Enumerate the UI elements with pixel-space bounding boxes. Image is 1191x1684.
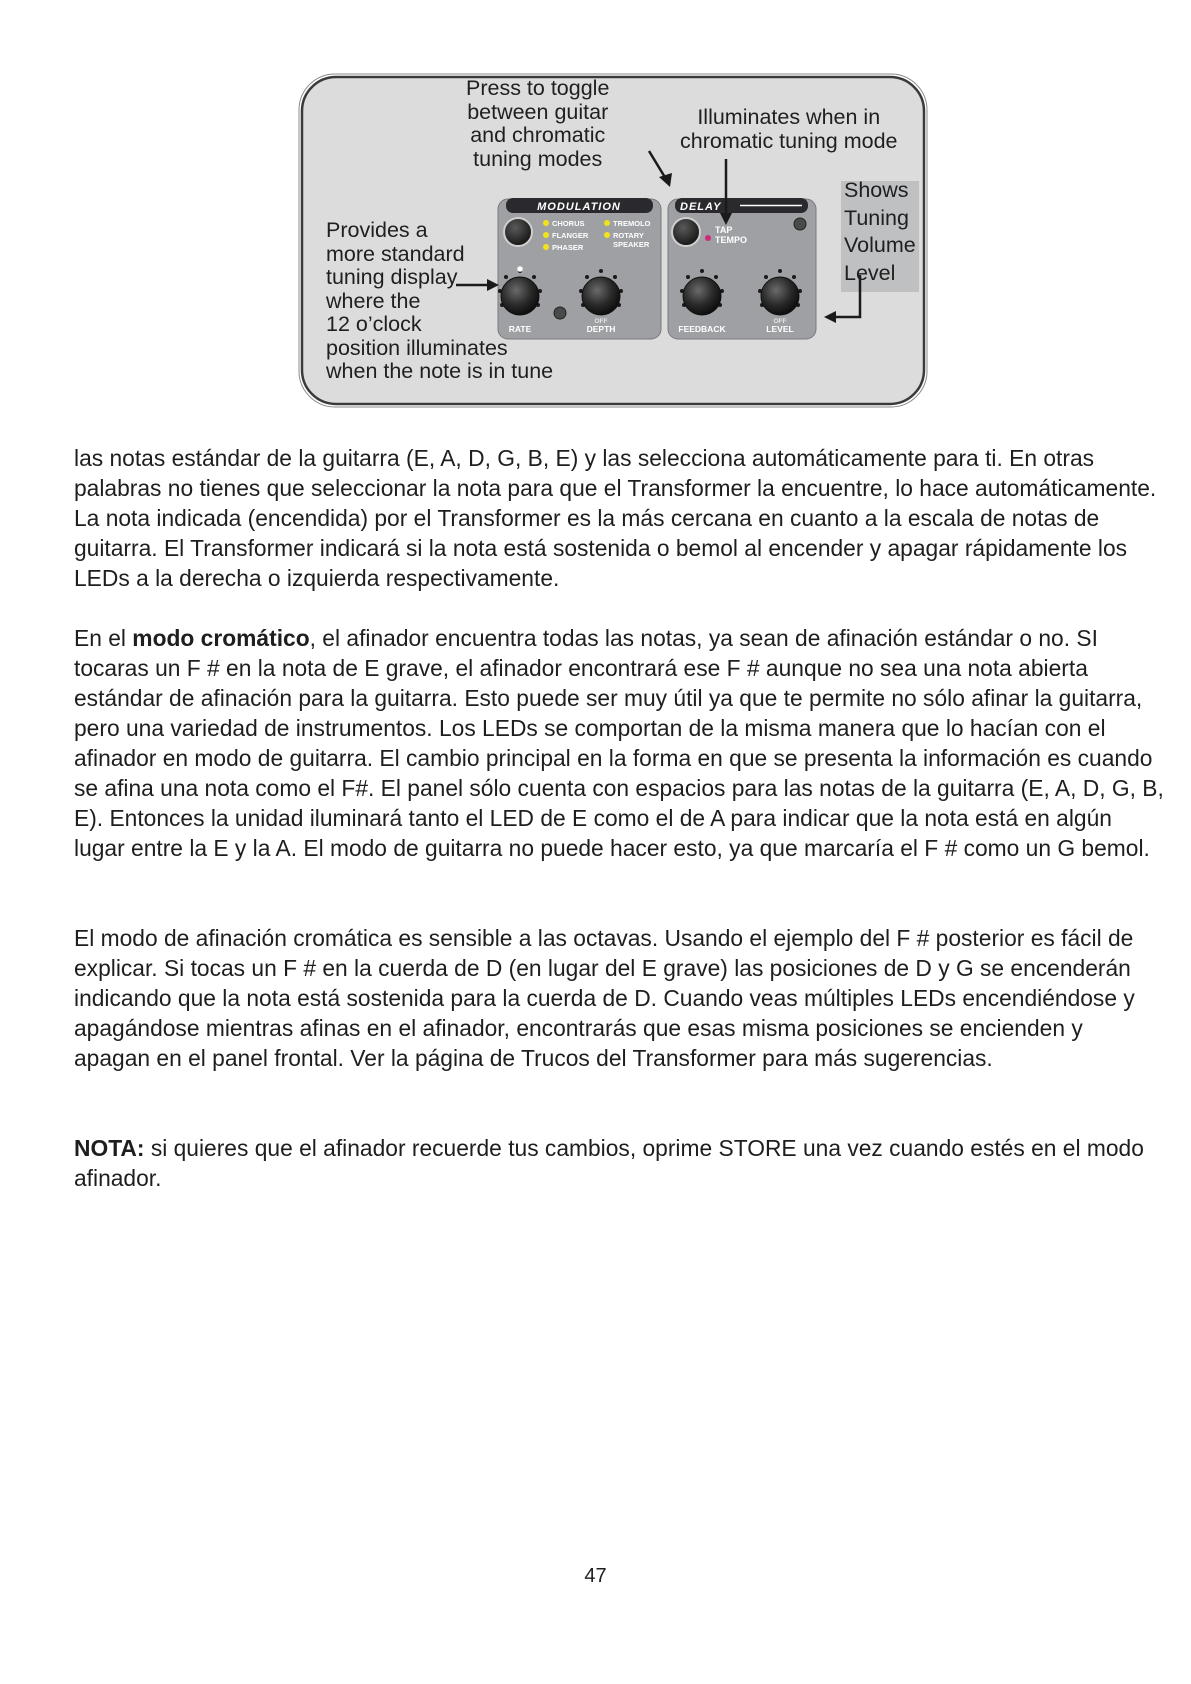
opt-flanger: FLANGER xyxy=(552,231,589,240)
depth-off-label: OFF xyxy=(594,318,608,325)
knob-label-depth: DEPTH xyxy=(586,324,616,334)
level-off-label: OFF xyxy=(773,318,787,325)
note-label: NOTA: xyxy=(74,1135,145,1161)
level-knob xyxy=(761,277,799,315)
knob-label-rate: RATE xyxy=(508,324,532,334)
opt-speaker: SPEAKER xyxy=(613,240,650,249)
opt-chorus: CHORUS xyxy=(552,219,585,228)
p2-bold-term: modo cromático xyxy=(132,625,310,651)
callout-provides: Provides a more standard tuning display where the 12 o’clock position illuminates when the note is in tune xyxy=(326,218,554,383)
paragraph-1: las notas estándar de la guitarra (E, A, D, G, B, E) y las selecciona automáticamente para ti. En otras palabras no tienes que seleccionar la nota para que el Transformer la encuentre, lo hace automáticamente. La nota indicada (encendida) por el Transformer es la más cercana en cuanto a la escala de notas de guitarra. El Transformer indicará si la nota está sostenida o bemol al encender y apagar rápidamente los LEDs a la derecha o izquierda respectivamente. xyxy=(74,445,1157,591)
modulation-title: MODULATION xyxy=(537,201,621,213)
p2-rest: , el afinador encuentra todas las notas, ya sean de afinación estándar o no. SI tocaras un F # en la nota de E grave, el afinador encontrará ese F # aunque no sea una nota abierta estándar de afinación para la guitarra. Esto puede ser muy útil ya que te permite no sólo afinar la guitarra, pero una variedad de instrumentos. Los LEDs se comportan de la misma manera que lo hacían con el afinador en modo de guitarra. El cambio principal en la forma en que se presenta la información es cuando se afina una nota como el F#. El panel sólo cuenta con espacios para las notas de la guitarra (E, A, D, G, B, E). Entonces la unidad iluminará tanto el LED de E como el de A para indicar que la nota está en algún lugar entre la E y la A. El modo de guitarra no puede hacer esto, ya que marcaría el F # como un G bemol. xyxy=(74,625,1164,861)
tap-label: TAP xyxy=(715,225,733,235)
p2-intro: En el xyxy=(74,625,133,651)
page-number: 47 xyxy=(584,1565,607,1587)
tap-tempo-led xyxy=(705,235,711,241)
opt-rotary: ROTARY xyxy=(613,231,644,240)
depth-knob xyxy=(582,277,620,315)
knob-label-feedback: FEEDBACK xyxy=(678,324,726,334)
knob-label-level: LEVEL xyxy=(766,324,794,334)
paragraph-2 xyxy=(74,623,1164,863)
callout-toggle: Press to toggle between guitar and chromatic tuning modes xyxy=(466,76,610,171)
callout-shows: Shows Tuning Volume Level xyxy=(844,178,916,285)
tap-tempo-button xyxy=(672,218,700,246)
opt-phaser: PHASER xyxy=(552,243,584,252)
tempo-label: TEMPO xyxy=(715,235,748,245)
note-paragraph xyxy=(74,1133,1164,1193)
tuner-figure xyxy=(298,73,928,408)
note-text: si quieres que el afinador recuerde tus cambios, oprime STORE una vez cuando estés en el modo afinador. xyxy=(74,1135,1144,1191)
paragraph-3: El modo de afinación cromática es sensible a las octavas. Usando el ejemplo del F # posterior es fácil de explicar. Si tocas un F # en la cuerda de D (en lugar del E grave) las posiciones de D y G se encenderán indicando que la nota está sostenida para la cuerda de D. Cuando veas múltiples LEDs encendiéndose y apagándose mientras afinas en el afinador, encontrarás que esas misma posiciones se encienden y apagan en el panel frontal. Ver la página de Trucos del Transformer para más sugerencias. xyxy=(74,925,1135,1071)
feedback-knob xyxy=(683,277,721,315)
callout-illuminates: Illuminates when in chromatic tuning mode xyxy=(680,105,898,153)
delay-panel xyxy=(668,198,816,339)
delay-title: DELAY xyxy=(680,201,722,213)
opt-tremolo: TREMOLO xyxy=(613,219,651,228)
